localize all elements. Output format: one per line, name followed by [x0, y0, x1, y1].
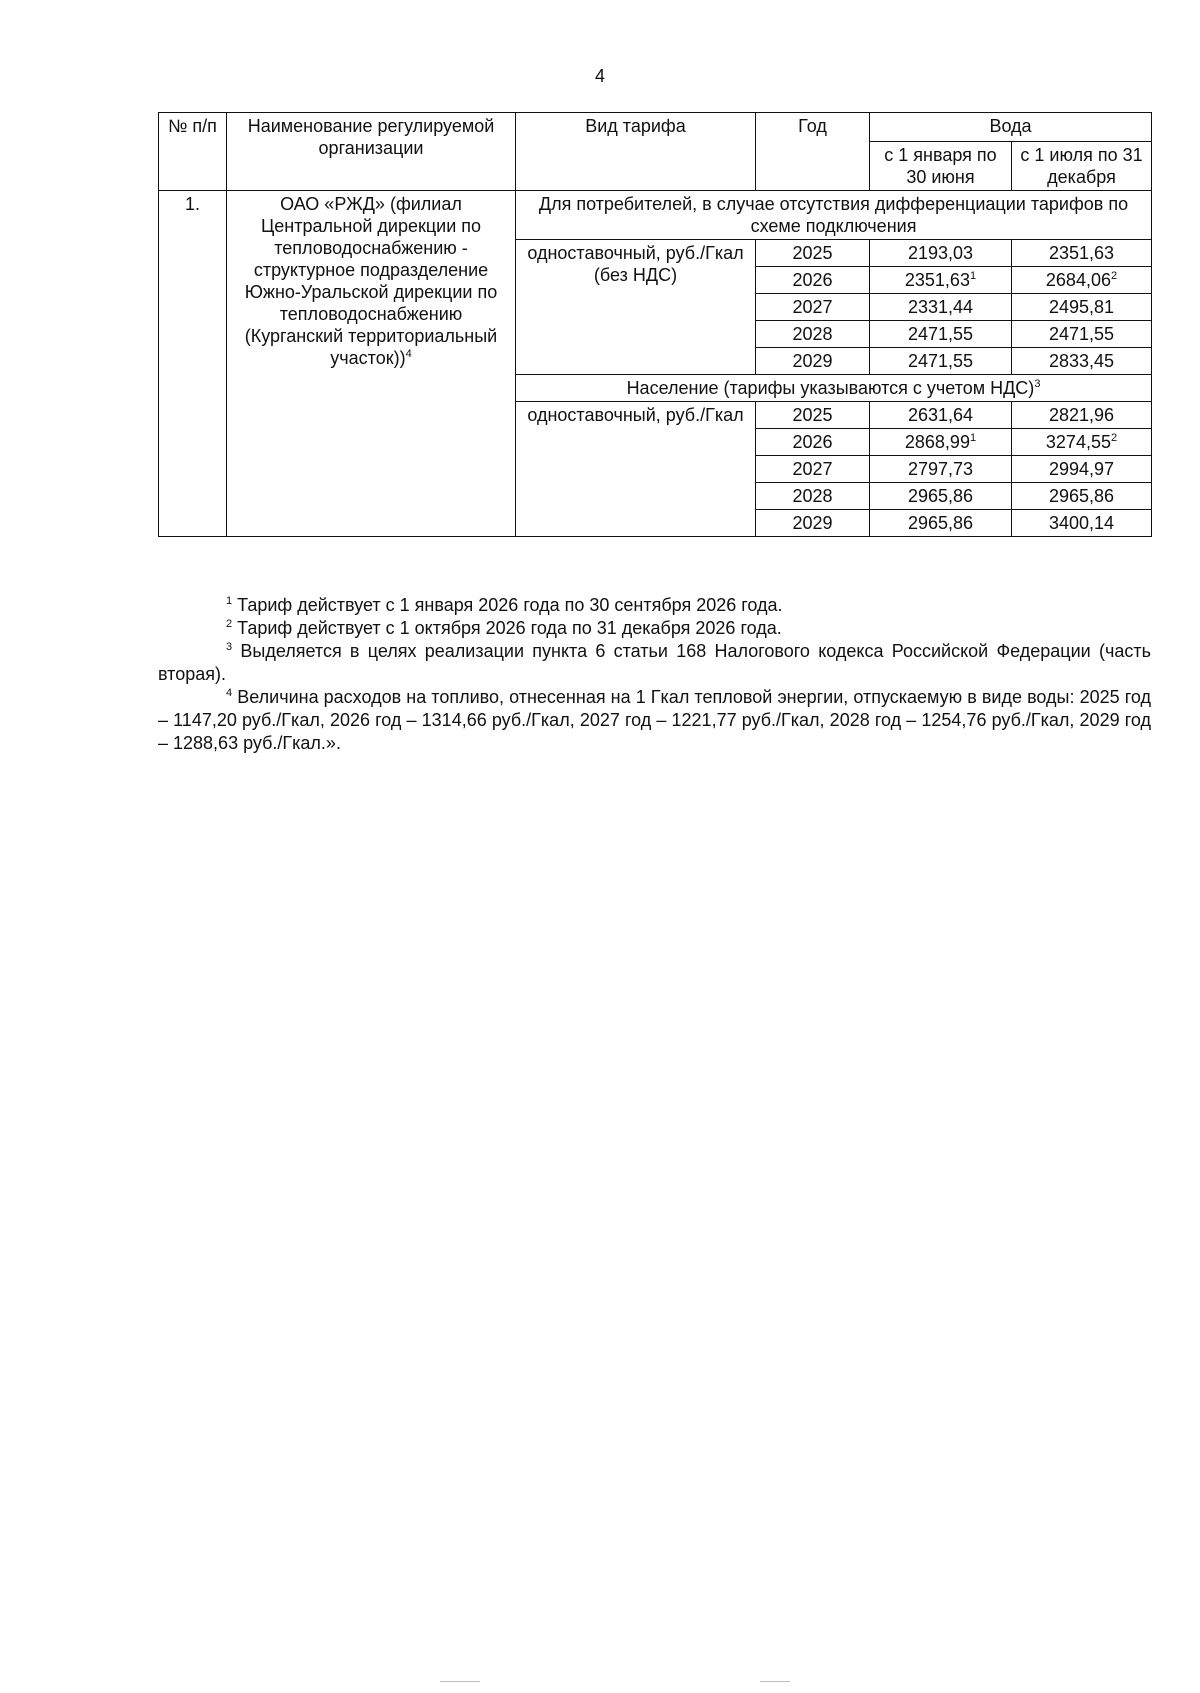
- value-jul-dec-value: 3274,55: [1045, 432, 1111, 452]
- footnote-mark: 2: [1110, 270, 1118, 282]
- value-jan-jun-value: 2331,44: [907, 297, 974, 317]
- footnote: [158, 686, 1151, 755]
- footnote-text: Выделяется в целях реализации пункта 6 статьи 168 Налогового кодекса Российской Федерации (часть вторая).: [158, 641, 1151, 684]
- header-water: Вода: [870, 113, 1152, 142]
- value-jan-jun-value: 2471,55: [907, 324, 974, 344]
- section-title-text: Для потребителей, в случае отсутствия дифференциации тарифов по схеме подключения: [538, 194, 1129, 236]
- value-jan-jun: [870, 240, 1012, 267]
- header-year: Год: [756, 113, 870, 191]
- scan-artifact: [760, 1681, 790, 1682]
- footnote-text: Тариф действует с 1 октября 2026 года по 31 декабря 2026 года.: [237, 618, 782, 638]
- value-jul-dec-value: 2351,63: [1048, 243, 1115, 263]
- value-jul-dec-value: 2833,45: [1048, 351, 1115, 371]
- value-jan-jun: [870, 456, 1012, 483]
- year-cell: 2026: [756, 267, 870, 294]
- page-number: 4: [594, 66, 605, 86]
- value-jul-dec-value: 2965,86: [1048, 486, 1115, 506]
- value-jan-jun-value: 2193,03: [907, 243, 974, 263]
- footnote-mark: 1: [969, 432, 977, 444]
- row-number: 1.: [159, 191, 227, 537]
- value-jul-dec: [1012, 294, 1152, 321]
- value-jan-jun: [870, 402, 1012, 429]
- value-jul-dec-value: 2821,96: [1048, 405, 1115, 425]
- value-jul-dec: [1012, 402, 1152, 429]
- year-cell: 2029: [756, 510, 870, 537]
- footnote-mark: 2: [226, 618, 233, 630]
- value-jan-jun: [870, 348, 1012, 375]
- section-title: [516, 191, 1152, 240]
- footnote-text: Величина расходов на топливо, отнесенная на 1 Гкал тепловой энергии, отпускаемую в виде воды: 2025 год – 1147,20 руб./Гкал, 2026 год – 1314,66 руб./Гкал, 2027 год – 1221,77 руб./Гкал, 2028 год – 1254,76 руб./Гкал, 2029 год – 1288,63 руб./Гкал.».: [158, 687, 1151, 753]
- value-jan-jun: [870, 321, 1012, 348]
- value-jul-dec: [1012, 240, 1152, 267]
- value-jul-dec-value: 2684,06: [1045, 270, 1111, 290]
- scan-artifact: [440, 1681, 480, 1682]
- footnote-mark: 1: [969, 270, 977, 282]
- value-jan-jun-value: 2965,86: [907, 486, 974, 506]
- value-jul-dec: [1012, 321, 1152, 348]
- value-jan-jun: [870, 483, 1012, 510]
- tariff-type: одноставочный, руб./Гкал (без НДС): [516, 240, 756, 375]
- value-jan-jun-value: 2631,64: [907, 405, 974, 425]
- value-jul-dec-value: 3400,14: [1048, 513, 1115, 533]
- value-jan-jun: [870, 510, 1012, 537]
- header-org-name: Наименование регулируемой организации: [227, 113, 516, 191]
- value-jul-dec: [1012, 456, 1152, 483]
- value-jul-dec-value: 2994,97: [1048, 459, 1115, 479]
- year-cell: 2027: [756, 294, 870, 321]
- footnote-mark: 3: [1034, 378, 1041, 390]
- value-jul-dec: [1012, 510, 1152, 537]
- footnote-mark: 2: [1110, 432, 1118, 444]
- value-jan-jun: [870, 294, 1012, 321]
- organization-name: [227, 191, 516, 537]
- section-title: [516, 375, 1152, 402]
- value-jul-dec: [1012, 348, 1152, 375]
- header-period-2: с 1 июля по 31 декабря: [1012, 142, 1152, 191]
- footnotes: [158, 594, 1151, 755]
- year-cell: 2028: [756, 483, 870, 510]
- value-jul-dec: [1012, 267, 1152, 294]
- footnote-mark: 3: [226, 641, 233, 653]
- year-cell: 2028: [756, 321, 870, 348]
- value-jul-dec: [1012, 429, 1152, 456]
- value-jan-jun-value: 2965,86: [907, 513, 974, 533]
- tariff-type: одноставочный, руб./Гкал: [516, 402, 756, 537]
- value-jan-jun: [870, 267, 1012, 294]
- footnote-mark: 1: [226, 595, 233, 607]
- section-title-text: Население (тарифы указываются с учетом НДС): [626, 378, 1035, 398]
- year-cell: 2025: [756, 240, 870, 267]
- value-jan-jun-value: 2797,73: [907, 459, 974, 479]
- year-cell: 2027: [756, 456, 870, 483]
- header-num: № п/п: [159, 113, 227, 191]
- footnote-mark: 4: [405, 348, 412, 360]
- value-jan-jun-value: 2471,55: [907, 351, 974, 371]
- value-jan-jun: [870, 429, 1012, 456]
- year-cell: 2029: [756, 348, 870, 375]
- tariff-table: [158, 112, 1152, 537]
- organization-text: ОАО «РЖД» (филиал Центральной дирекции по тепловодоснабжению - структурное подразделение Южно-Уральской дирекции по тепловодоснабжению (Курганский территориальный участок)): [244, 194, 498, 368]
- footnote: [158, 640, 1151, 686]
- footnote-mark: 4: [226, 687, 233, 699]
- value-jan-jun-value: 2351,63: [904, 270, 970, 290]
- header-tariff-type: Вид тарифа: [516, 113, 756, 191]
- year-cell: 2026: [756, 429, 870, 456]
- value-jul-dec-value: 2495,81: [1048, 297, 1115, 317]
- footnote-text: Тариф действует с 1 января 2026 года по 30 сентября 2026 года.: [237, 595, 783, 615]
- value-jul-dec: [1012, 483, 1152, 510]
- year-cell: 2025: [756, 402, 870, 429]
- value-jul-dec-value: 2471,55: [1048, 324, 1115, 344]
- value-jan-jun-value: 2868,99: [904, 432, 970, 452]
- header-period-1: с 1 января по 30 июня: [870, 142, 1012, 191]
- footnote: [158, 617, 1151, 640]
- footnote: [158, 594, 1151, 617]
